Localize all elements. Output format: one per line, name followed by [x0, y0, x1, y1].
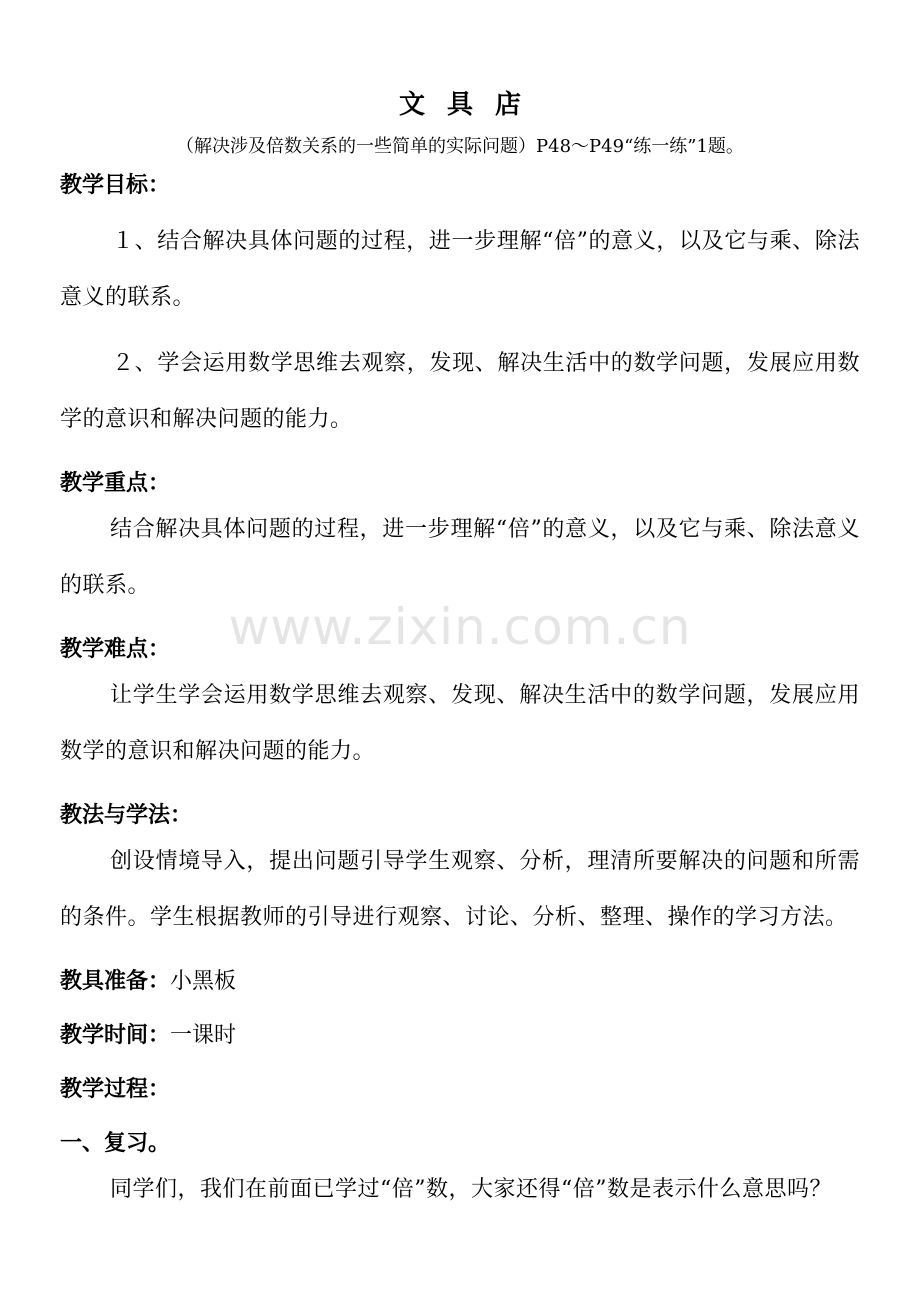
process-step-1-title: 一、复习。 — [60, 1131, 171, 1156]
methods-heading: 教法与学法： — [60, 803, 193, 828]
difficulties-text: 让学生学会运用数学思维去观察、发现、解决生活中的数学问题，发展应用数学的意识和解决问题的能力。 — [60, 683, 860, 764]
materials-value: 小黑板 — [170, 969, 237, 994]
watermark: www.zixin.com.cn — [228, 598, 692, 656]
key-points-text: 结合解决具体问题的过程，进一步理解“倍”的意义，以及它与乘、除法意义的联系。 — [60, 517, 860, 598]
methods-text: 创设情境导入，提出问题引导学生观察、分析，理清所要解决的问题和所需的条件。学生根据教师的引导进行观察、讨论、分析、整理、操作的学习方法。 — [60, 849, 860, 930]
objective-item-1: １、结合解决具体问题的过程，进一步理解“倍”的意义，以及它与乘、除法意义的联系。 — [60, 229, 860, 310]
process-step-1-text: 同学们，我们在前面已学过“倍”数，大家还得“倍”数是表示什么意思吗？ — [110, 1177, 832, 1202]
time-value: 一课时 — [170, 1023, 237, 1048]
difficulties-heading: 教学难点： — [60, 637, 171, 662]
objectives-heading: 教学目标： — [60, 173, 171, 198]
materials-row — [60, 964, 860, 1000]
document-subtitle: （解决涉及倍数关系的一些简单的实际问题）P48～P49“练一练”1题。 — [176, 136, 744, 157]
process-heading: 教学过程： — [60, 1077, 171, 1102]
materials-label: 教具准备： — [60, 969, 171, 994]
key-points-heading: 教学重点： — [60, 471, 171, 496]
document-title: 文具店 — [398, 90, 543, 120]
document-body — [60, 168, 860, 1218]
time-label: 教学时间： — [60, 1023, 171, 1048]
objective-item-2: ２、学会运用数学思维去观察，发现、解决生活中的数学问题，发展应用数学的意识和解决问题的能力。 — [60, 351, 860, 432]
time-row — [60, 1018, 860, 1054]
